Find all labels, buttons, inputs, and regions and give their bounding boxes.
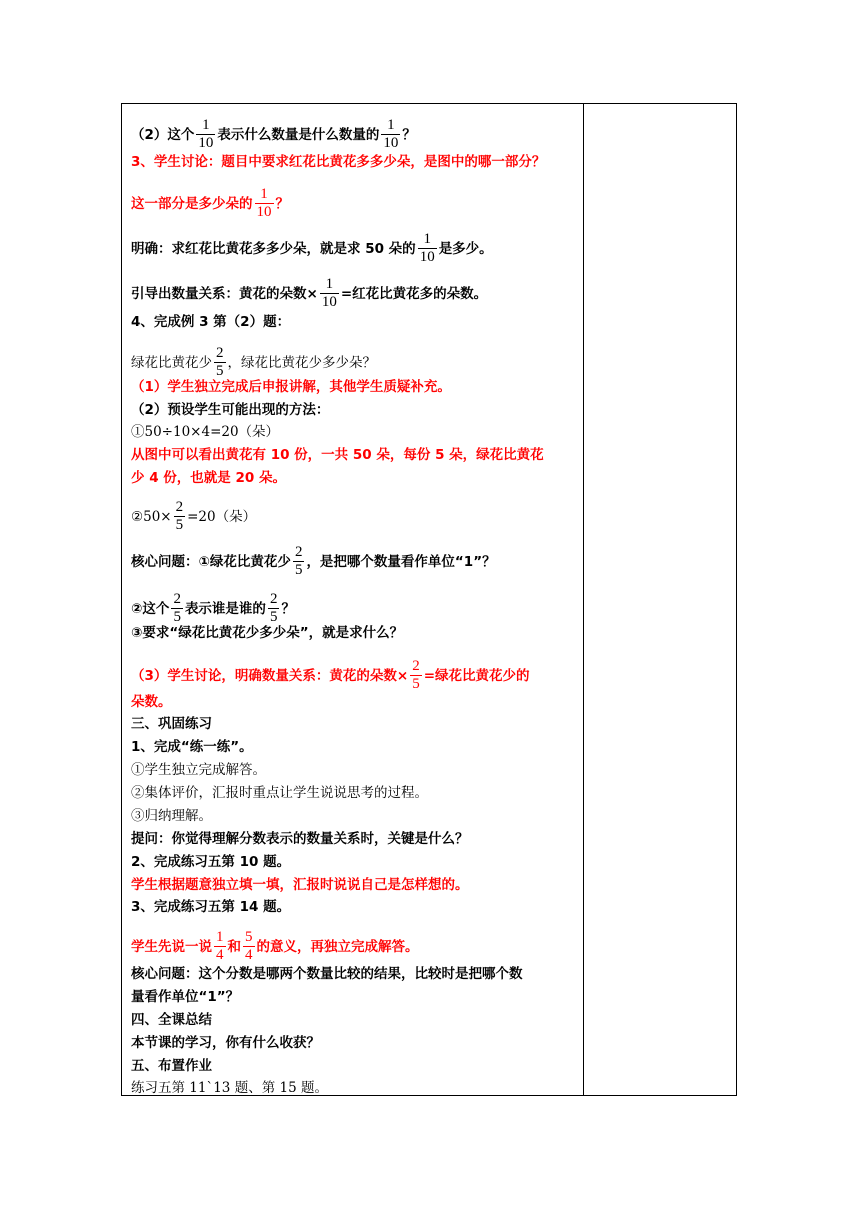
- fraction-denominator: 5: [216, 363, 224, 379]
- lesson-table: [121, 103, 737, 1096]
- lesson-line: [131, 544, 496, 579]
- line-text: 的意义，再独立完成解答。: [256, 938, 419, 955]
- lesson-line: [131, 1056, 212, 1076]
- lesson-line: [131, 276, 487, 311]
- fraction: [174, 499, 186, 534]
- line-text: ，绿花比黄花少多少朵？: [227, 354, 376, 371]
- lesson-line: [131, 445, 544, 465]
- fraction-denominator: 10: [198, 135, 214, 151]
- fraction-denominator: 4: [245, 947, 253, 963]
- lesson-line: [131, 312, 290, 332]
- line-text: ②集体评价，汇报时重点让学生说说思考的过程。: [131, 785, 428, 801]
- line-text: （2）预设学生可能出现的方法：: [131, 402, 330, 418]
- line-text: 少 4 份，也就是 20 朵。: [131, 470, 286, 486]
- line-text: 学生先说一说: [131, 938, 212, 955]
- fraction-numerator: 2: [412, 658, 420, 674]
- fraction-denominator: 5: [294, 562, 303, 578]
- line-text: =绿花比黄花少的: [423, 667, 530, 684]
- fraction-denominator: 5: [173, 609, 181, 625]
- fraction-numerator: 1: [202, 117, 210, 133]
- fraction-denominator: 5: [269, 609, 278, 625]
- notes-cell: [584, 104, 736, 1095]
- lesson-line: [131, 591, 295, 626]
- lesson-line: [131, 186, 289, 221]
- lesson-line: [131, 1078, 328, 1098]
- fraction-numerator: 5: [245, 929, 253, 945]
- line-text: 学生根据题意独立填一填，汇报时说说自己是怎样想的。: [131, 877, 469, 893]
- line-text: （1）学生独立完成后申报讲解，其他学生质疑补充。: [131, 379, 451, 395]
- fraction: [410, 658, 422, 693]
- line-text: 和: [227, 938, 241, 955]
- lesson-line: [131, 783, 428, 803]
- fraction-denominator: 10: [256, 204, 272, 220]
- fraction-numerator: 2: [216, 345, 224, 361]
- lesson-line: [131, 499, 256, 534]
- line-text: ①学生独立完成解答。: [131, 762, 266, 778]
- lesson-line: [131, 852, 290, 872]
- lesson-line: [131, 377, 451, 397]
- lesson-line: [131, 692, 172, 712]
- fraction: [418, 231, 437, 266]
- line-text: 五、布置作业: [131, 1058, 212, 1074]
- fraction-numerator: 1: [423, 231, 431, 247]
- line-text: （3）学生讨论，明确数量关系：黄花的朵数×: [131, 667, 409, 684]
- fraction: [196, 117, 215, 152]
- fraction: [214, 929, 226, 964]
- fraction-numerator: 2: [173, 591, 181, 607]
- line-text: 朵数。: [131, 694, 172, 710]
- lesson-line: [131, 152, 545, 172]
- fraction-numerator: 1: [216, 929, 224, 945]
- line-text: 绿花比黄花少: [131, 354, 212, 371]
- line-text: =红花比黄花多的朵数。: [340, 285, 488, 302]
- lesson-line: [131, 829, 469, 849]
- lesson-line: [131, 964, 523, 984]
- line-text: 3、学生讨论：题目中要求红花比黄花多多少朵，是图中的哪一部分？: [131, 154, 546, 170]
- lesson-line: [131, 658, 530, 693]
- line-text: 核心问题：①绿花比黄花少: [131, 553, 291, 570]
- line-text: ？: [275, 195, 289, 212]
- line-text: 3、完成练习五第 14 题。: [131, 899, 291, 915]
- line-text: =20（朵）: [187, 508, 257, 525]
- lesson-line: [131, 422, 279, 442]
- line-text: 提问：你觉得理解分数表示的数量关系时，关键是什么？: [131, 831, 469, 847]
- lesson-line: [131, 1033, 320, 1053]
- fraction: [268, 591, 280, 626]
- fraction: [293, 544, 305, 579]
- line-text: 明确：求红花比黄花多多少朵，就是求 50 朵的: [131, 240, 416, 257]
- fraction-denominator: 5: [175, 517, 184, 533]
- lesson-line: [131, 345, 376, 380]
- fraction: [243, 929, 255, 964]
- fraction-numerator: 2: [269, 591, 278, 607]
- line-text: 从图中可以看出黄花有 10 份，一共 50 朵，每份 5 朵，绿花比黄花: [131, 447, 544, 463]
- line-text: 四、全课总结: [131, 1012, 212, 1028]
- fraction: [320, 276, 339, 311]
- line-text: 1、完成“练一练”。: [131, 739, 253, 755]
- fraction-denominator: 10: [321, 294, 337, 310]
- lesson-line: [131, 714, 212, 734]
- line-text: ①50÷10×4=20（朵）: [131, 424, 280, 440]
- fraction-denominator: 10: [419, 249, 435, 265]
- lesson-line: [131, 760, 266, 780]
- line-text: ③归纳理解。: [131, 808, 212, 824]
- lesson-line: [131, 468, 286, 488]
- line-text: ③要求“绿花比黄花少多少朵”，就是求什么？: [131, 625, 404, 641]
- line-text: 本节课的学习，你有什么收获？: [131, 1035, 320, 1051]
- lesson-line: [131, 875, 469, 895]
- fraction-numerator: 1: [325, 276, 334, 292]
- fraction-denominator: 4: [216, 947, 224, 963]
- fraction-denominator: 5: [412, 676, 420, 692]
- fraction: [214, 345, 226, 380]
- line-text: 引导出数量关系：黄花的朵数×: [131, 285, 318, 302]
- line-text: 三、巩固练习: [131, 716, 212, 732]
- fraction-numerator: 1: [387, 117, 395, 133]
- line-text: 2、完成练习五第 10 题。: [131, 854, 291, 870]
- line-text: ？: [281, 600, 295, 617]
- fraction-denominator: 10: [383, 135, 399, 151]
- fraction: [381, 117, 400, 152]
- line-text: 量看作单位“1”？: [131, 989, 240, 1005]
- fraction-numerator: 1: [260, 186, 268, 202]
- line-text: 4、完成例 3 第（2）题：: [131, 314, 291, 330]
- fraction-numerator: 2: [294, 544, 303, 560]
- fraction: [255, 186, 274, 221]
- lesson-line: [131, 1010, 212, 1030]
- fraction: [171, 591, 183, 626]
- lesson-line: [131, 987, 239, 1007]
- lesson-line: [131, 117, 416, 152]
- line-text: 是多少。: [438, 240, 493, 257]
- lesson-line: [131, 400, 329, 420]
- lesson-line: [131, 623, 403, 643]
- line-text: 练习五第 11`13 题、第 15 题。: [131, 1080, 328, 1096]
- fraction-numerator: 2: [175, 499, 184, 515]
- lesson-line: [131, 897, 290, 917]
- line-text: 这一部分是多少朵的: [131, 195, 253, 212]
- lesson-line: [131, 737, 253, 757]
- line-text: 核心问题：这个分数是哪两个数量比较的结果，比较时是把哪个数: [131, 966, 523, 982]
- lesson-line: [131, 806, 212, 826]
- line-text: 表示什么数量是什么数量的: [217, 126, 380, 143]
- lesson-line: [131, 231, 493, 266]
- line-text: （2）这个: [131, 126, 195, 143]
- line-text: 表示谁是谁的: [184, 600, 266, 617]
- line-text: ②50×: [131, 508, 172, 525]
- line-text: ？: [402, 126, 416, 143]
- lesson-line: [131, 929, 419, 964]
- line-text: ②这个: [131, 600, 170, 617]
- line-text: ，是把哪个数量看作单位“1”？: [306, 553, 496, 570]
